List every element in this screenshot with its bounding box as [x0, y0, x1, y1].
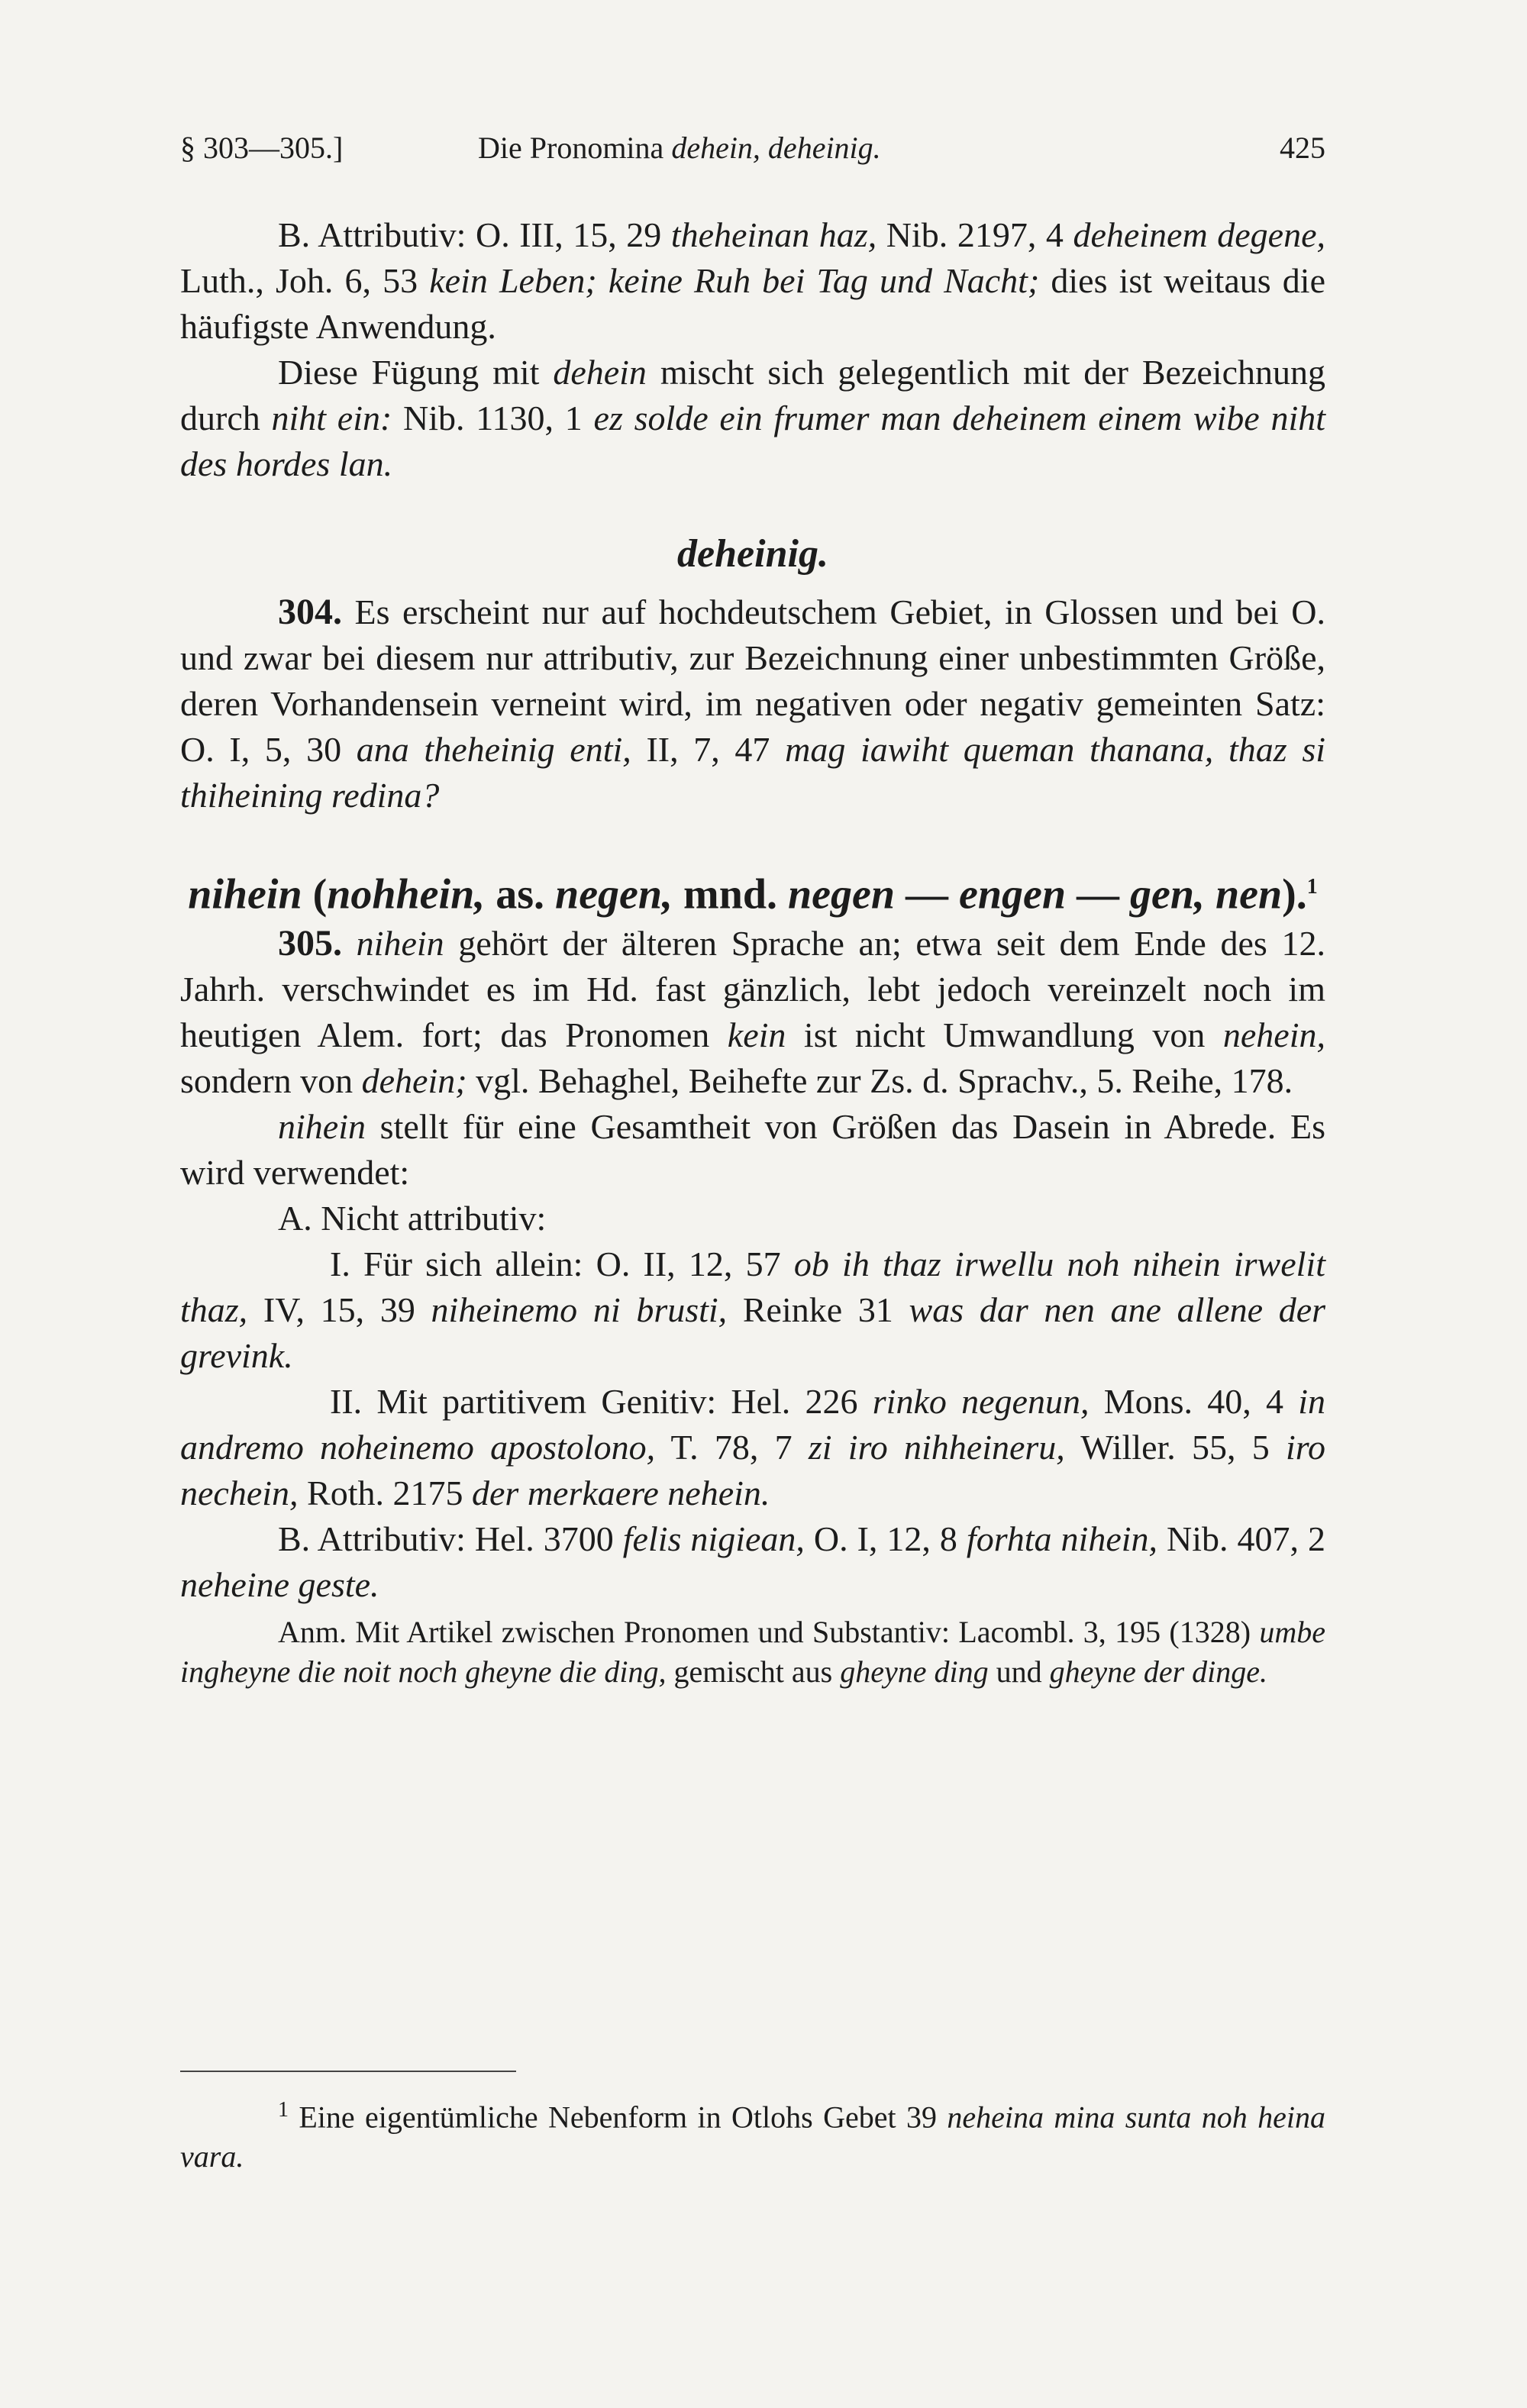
- paragraph-ii-partitiv: II. Mit partitivem Genitiv: Hel. 226 rinko negenun, Mons. 40, 4 in andremo noheinemo apostolono, T. 78, 7 zi iro nihheineru, Willer. 55, 5 iro nechein, Roth. 2175 der merkaere nehein.: [180, 1381, 1326, 1512]
- paragraph-304: 304. Es erscheint nur auf hochdeutschem Gebiet, in Glossen und bei O. und zwar bei diesem nur attributiv, zur Bezeichnung einer unbestimmten Größe, deren Vorhandensein verneint wird, im negativen oder negativ gemeinten Satz: O. I, 5, 30 ana theheinig enti, II, 7, 47 mag iawiht queman thanana, thaz si thiheining redina?: [180, 592, 1326, 815]
- section-number-305: 305.: [278, 922, 342, 964]
- paragraph-i-fuer-sich: I. Für sich allein: O. II, 12, 57 ob ih thaz irwellu noh nihein irwelit thaz, IV, 15, 39 niheinemo ni brusti, Reinke 31 was dar nen ane allene der grevink.: [180, 1244, 1326, 1375]
- section-range: § 303—305.]: [180, 131, 344, 165]
- paragraph-305: 305. nihein gehört der älteren Sprache an; etwa seit dem Ende des 12. Jahrh. verschwindet es im Hd. fast gänzlich, lebt jedoch vereinzelt noch im heutigen Alem. fort; das Pronomen kein ist nicht Umwandlung von nehein, sondern von dehein; vgl. Behaghel, Beihefte zur Zs. d. Sprachv., 5. Reihe, 178.: [180, 922, 1325, 1100]
- page-number: 425: [1280, 131, 1325, 165]
- running-title: Die Pronomina dehein, deheinig.: [478, 131, 881, 165]
- footnote-number: 1: [278, 2098, 289, 2122]
- paragraph-gesamtheit: nihein stellt für eine Gesamtheit von Größen das Dasein in Abrede. Es wird verwendet:: [180, 1106, 1325, 1192]
- footnote-divider: [180, 2071, 516, 2072]
- main-text: [180, 212, 1325, 1692]
- paragraph-a-nicht-attributiv: A. Nicht attributiv:: [278, 1198, 547, 1238]
- running-header: [180, 130, 1325, 176]
- footnote: $^1$ Eine eigentümliche Nebenform in Otlohs Gebet 39 neheina mina sunta noh heina vara.: [180, 2098, 1325, 2174]
- paragraph-attributiv-b: B. Attributiv: O. III, 15, 29 theheinan haz, Nib. 2197, 4 deheinem degene, Luth., Joh. 6, 53 kein Leben; keine Ruh bei Tag und Nacht; dies ist weitaus die häufigste Anwendung.: [180, 215, 1326, 346]
- heading-deheinig: deheinig.: [677, 532, 828, 576]
- paragraph-b-attributiv: B. Attributiv: Hel. 3700 felis nigiean, O. I, 12, 8 forhta nihein, Nib. 407, 2 neheine geste.: [180, 1519, 1326, 1604]
- annotation-anm: Anm. Mit Artikel zwischen Pronomen und Substantiv: Lacombl. 3, 195 (1328) umbe ingheyne die noit noch gheyne die ding, gemischt aus gheyne ding und gheyne der dinge.: [180, 1614, 1325, 1689]
- footnote-marker: 1: [1306, 875, 1318, 899]
- paragraph-fuegung: Diese Fügung mit dehein mischt sich gelegentlich mit der Bezeichnung durch niht ein: Nib. 1130, 1 ez solde ein frumer man deheinem einem wibe niht des hordes lan.: [180, 353, 1326, 483]
- section-number-304: 304.: [278, 592, 342, 632]
- heading-nihein: nihein (nohhein, as. negen, mnd. negen — engen — gen, nen).$^1$: [188, 870, 1318, 918]
